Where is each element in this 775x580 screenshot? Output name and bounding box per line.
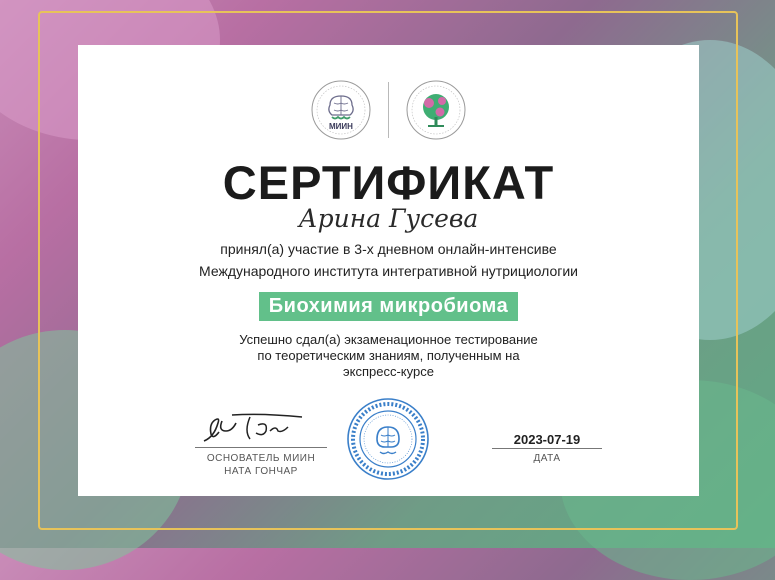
founder-caption (186, 452, 336, 478)
course-banner (78, 292, 699, 321)
recipient-name: Арина Гусева (298, 204, 479, 233)
participation-text: принял(а) участие в 3-х дневном онлайн-интенсиве (220, 241, 557, 257)
signature-icon (198, 411, 318, 447)
certificate-title: СЕРТИФИКАТ (222, 156, 555, 209)
institute-text: Международного института интегративной нутрициологии (199, 263, 578, 279)
course-title: Биохимия микробиома (259, 292, 518, 321)
exam-description-line: экспресс-курсе (343, 364, 434, 379)
date-line (492, 448, 602, 449)
exam-description-line: по теоретическим знаниям, полученным на (257, 348, 520, 363)
certificate-card (78, 45, 699, 496)
svg-text:МИИН: МИИН (329, 122, 353, 131)
exam-description (78, 332, 699, 380)
exam-description-line: Успешно сдал(а) экзаменационное тестирование (239, 332, 538, 347)
issue-date: 2023-07-19 (513, 432, 581, 447)
date-label: ДАТА (533, 453, 561, 464)
miin-logo-icon (310, 79, 372, 141)
founder-name: НАТА ГОНЧАР (224, 466, 298, 477)
logos-row (78, 79, 699, 141)
founder-role: ОСНОВАТЕЛЬ МИИН (206, 453, 316, 464)
logo-divider (388, 82, 389, 138)
society-logo-icon (405, 79, 467, 141)
signature-line (195, 447, 327, 448)
stamp-icon (346, 397, 430, 481)
